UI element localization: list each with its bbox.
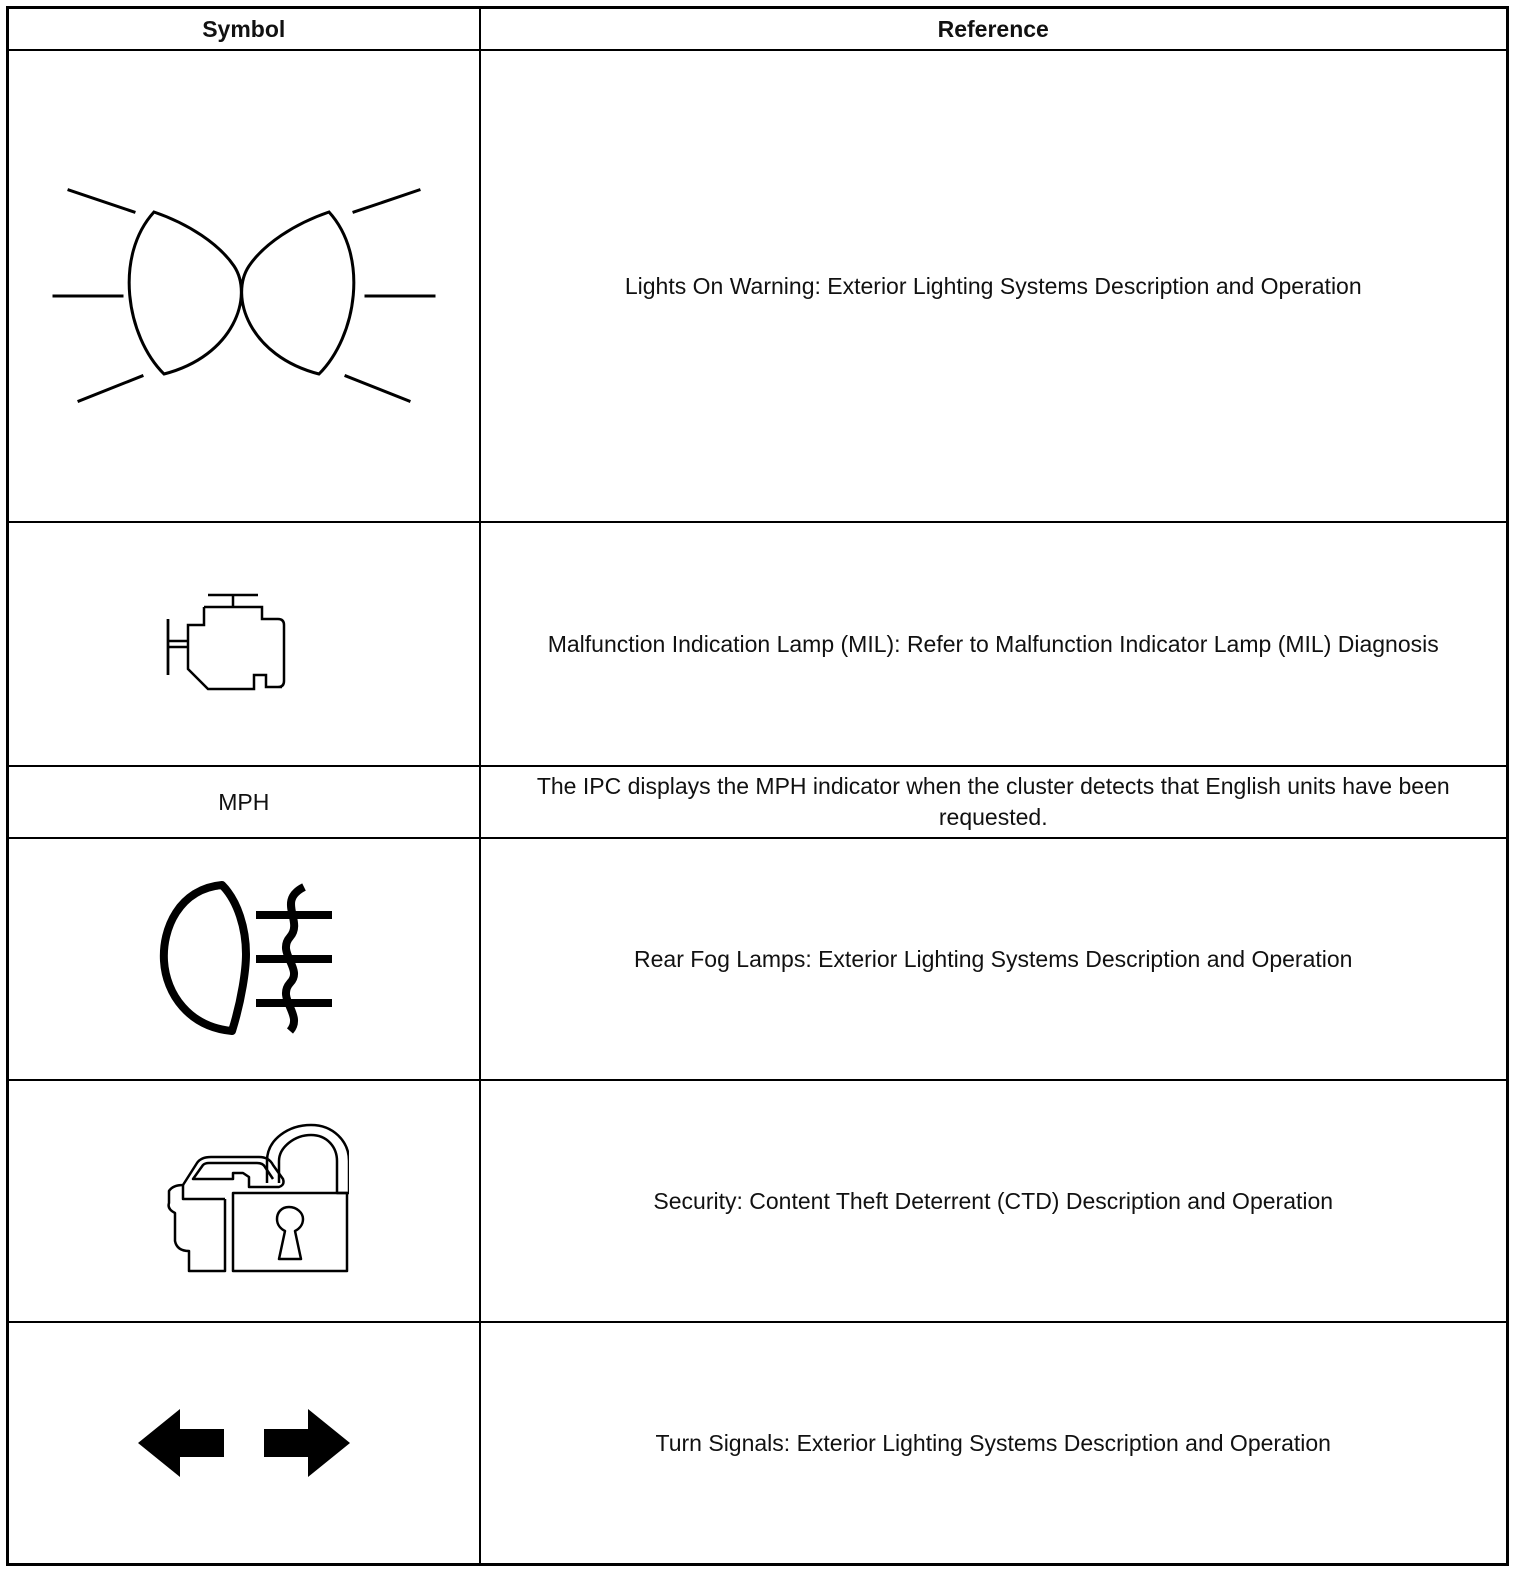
table-row xyxy=(8,1322,1508,1565)
lights-on-headlamps-icon xyxy=(44,166,444,406)
check-engine-icon xyxy=(164,589,324,699)
reference-cell: The IPC displays the MPH indicator when the cluster detects that English units have been requested. xyxy=(480,766,1508,838)
reference-cell: Malfunction Indication Lamp (MIL): Refer to Malfunction Indicator Lamp (MIL) Diagnosis xyxy=(480,522,1508,766)
symbol-cell xyxy=(8,50,480,522)
table-row xyxy=(8,838,1508,1080)
security-car-padlock-icon xyxy=(139,1121,349,1281)
symbol-cell xyxy=(8,838,480,1080)
turn-signal-arrows-icon xyxy=(134,1403,354,1483)
reference-cell: Turn Signals: Exterior Lighting Systems Description and Operation xyxy=(480,1322,1508,1565)
symbol-cell xyxy=(8,1080,480,1322)
reference-cell: Rear Fog Lamps: Exterior Lighting Systems Description and Operation xyxy=(480,838,1508,1080)
table-row xyxy=(8,50,1508,522)
symbol-cell-mph: MPH xyxy=(8,766,480,838)
symbol-reference-table xyxy=(6,6,1509,1566)
turn-left-arrow-icon xyxy=(138,1409,224,1477)
header-reference: Reference xyxy=(480,8,1508,51)
turn-right-arrow-icon xyxy=(264,1409,350,1477)
header-symbol: Symbol xyxy=(8,8,480,51)
symbol-cell xyxy=(8,1322,480,1565)
table-row xyxy=(8,1080,1508,1322)
rear-fog-lamp-icon xyxy=(154,879,334,1039)
table-row xyxy=(8,766,1508,838)
reference-cell: Lights On Warning: Exterior Lighting Systems Description and Operation xyxy=(480,50,1508,522)
symbol-reference-sheet xyxy=(6,6,1509,1566)
header-row xyxy=(8,8,1508,51)
symbol-cell xyxy=(8,522,480,766)
table-row xyxy=(8,522,1508,766)
reference-cell: Security: Content Theft Deterrent (CTD) Description and Operation xyxy=(480,1080,1508,1322)
